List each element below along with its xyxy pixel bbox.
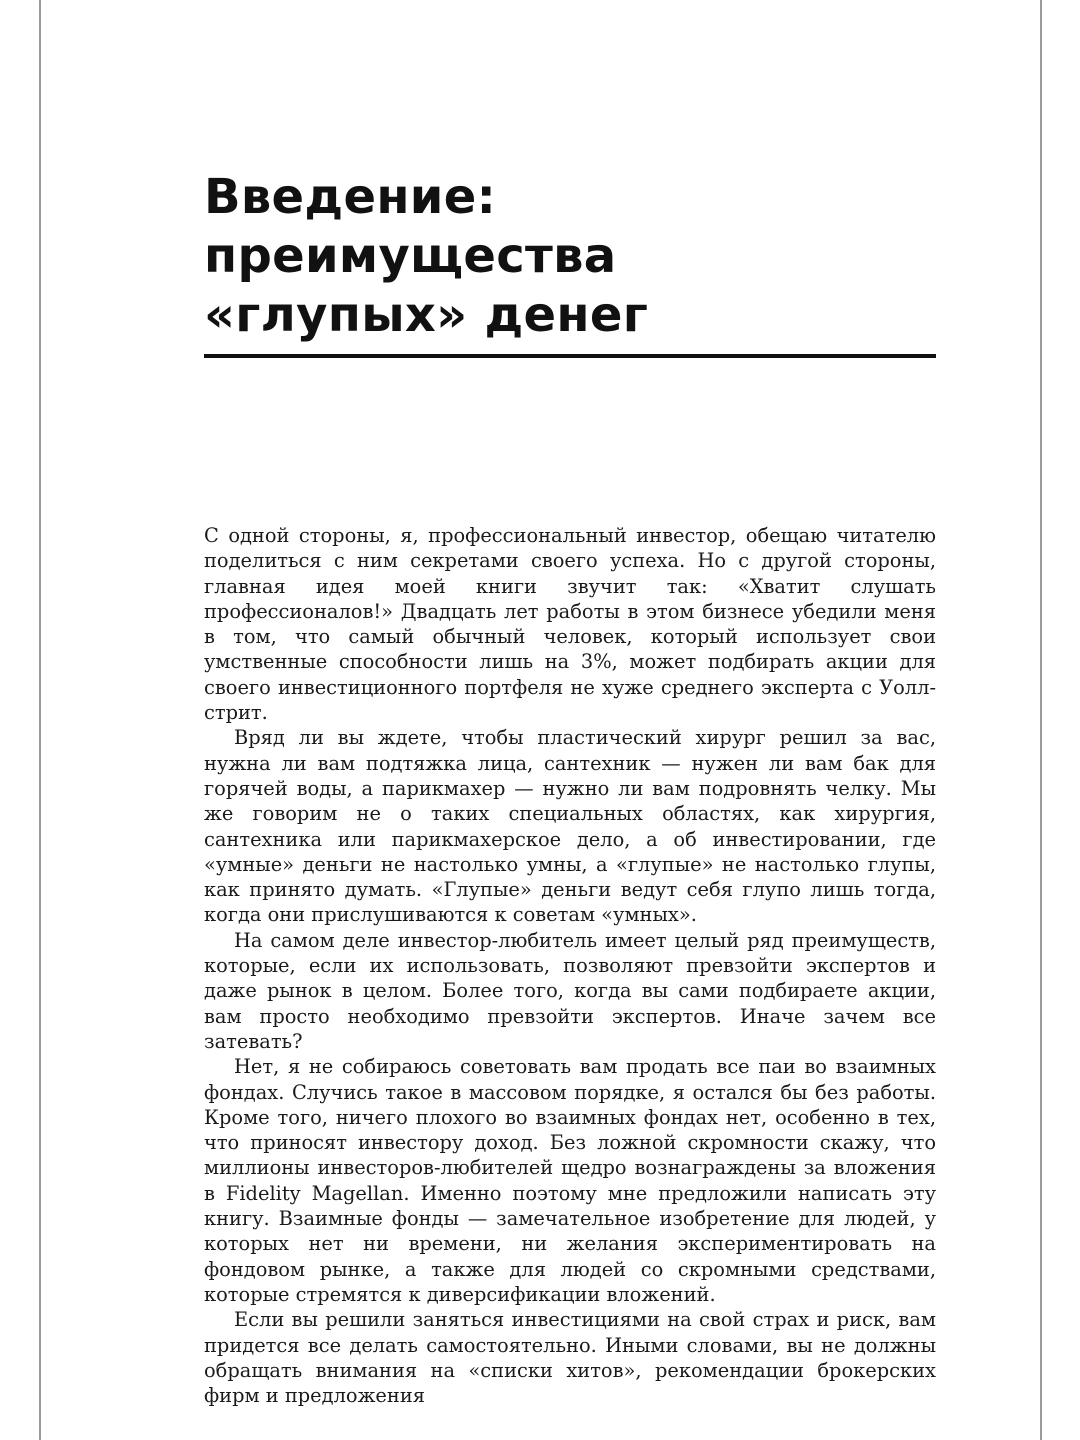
book-page <box>41 0 1040 1440</box>
paragraph: Если вы решили заняться инвестициями на свой страх и риск, вам придется все делать самостоятельно. Иными словами, вы не должны обращать внимания на «списки хитов», рекомендации брокерских фирм и предложения <box>204 1308 936 1408</box>
paragraph: С одной стороны, я, профессиональный инвестор, обещаю читателю поделиться с ним секретами своего успеха. Но с другой стороны, главная идея моей книги звучит так: «Хватит слушать профессионалов!» Двадцать лет работы в этом бизнесе убедили меня в том, что самый обычный человек, который использует свои умственные способности лишь на 3%, может подбирать акции для своего инвестиционного портфеля не хуже среднего эксперта с Уолл-стрит. <box>204 524 936 725</box>
paragraph: Вряд ли вы ждете, чтобы пластический хирург решил за вас, нужна ли вам подтяжка лица, сантехник — нужен ли вам бак для горячей воды, а парикмахер — нужно ли вам подровнять челку. Мы же говорим не о таких специальных областях, как хирургия, сантехника или парикмахерское дело, а об инвестировании, где «умные» деньги не настолько умны, а «глупые» не настолько глупы, как принято думать. «Глупые» деньги ведут себя глупо лишь тогда, когда они прислушиваются к советам «умных». <box>204 726 936 927</box>
chapter-title-line: Введение: <box>204 169 497 225</box>
page-right-edge <box>1040 0 1042 1440</box>
title-divider <box>204 354 936 358</box>
paragraph: Нет, я не собираюсь советовать вам продать все паи во взаимных фондах. Случись такое в массовом порядке, я остался бы без работы. Кроме того, ничего плохого во взаимных фондах нет, особенно в тех, что приносят инвестору доход. Без ложной скромности скажу, что миллионы инвесторов-любителей щедро вознаграждены за вложения в Fidelity Magellan. Именно поэтому мне предложили написать эту книгу. Взаимные фонды — замечательное изобретение для людей, у которых нет ни времени, ни желания экспериментировать на фондовом рынке, а также для людей со скромными средствами, которые стремятся к диверсификации вложений. <box>204 1055 936 1306</box>
body-text <box>204 523 936 1408</box>
chapter-title-line: преимущества <box>204 228 617 284</box>
paragraph: На самом деле инвестор-любитель имеет целый ряд преимуществ, которые, если их использовать, позволяют превзойти экспертов и даже рынок в целом. Более того, когда вы сами подбираете акции, вам просто необходимо превзойти экспертов. Иначе зачем все затевать? <box>204 928 936 1053</box>
chapter-title-line: «глупых» денег <box>204 287 649 343</box>
chapter-title <box>204 168 944 345</box>
